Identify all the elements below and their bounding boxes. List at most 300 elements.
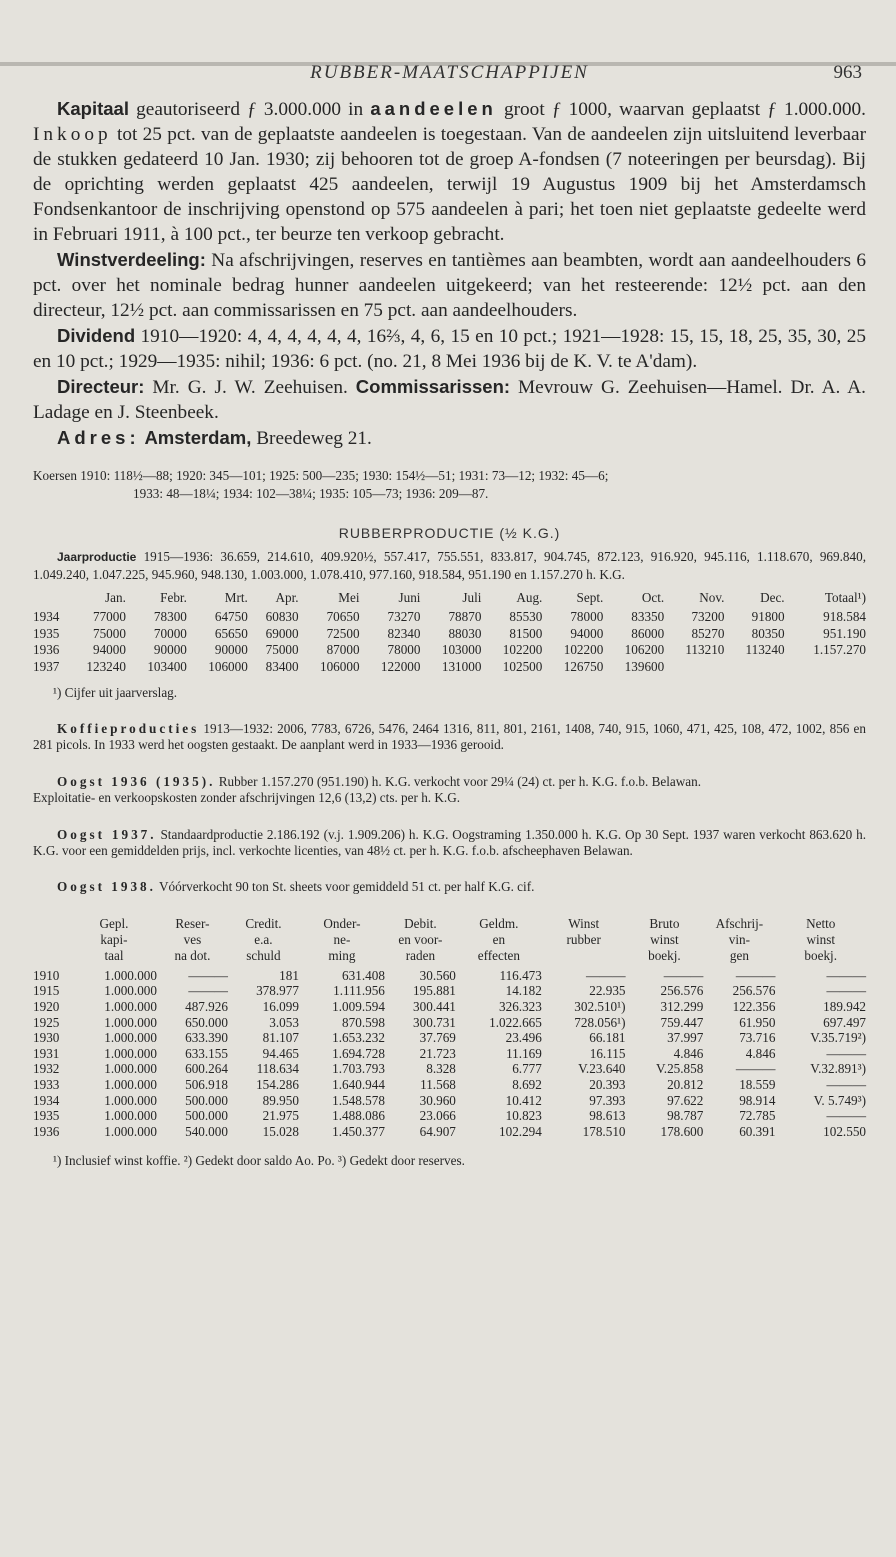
table-cell: 1.450.377 — [332, 1123, 385, 1139]
koersen-line-2: 1933: 48—18¼; 1934: 102—38¼; 1935: 105—73; 1936: 209—87. — [133, 486, 489, 501]
dividend-label: Dividend — [57, 325, 136, 346]
adres-label: Adres: — [57, 427, 140, 448]
column-header-line: taal — [104, 947, 124, 963]
jaarproductie-paragraph — [33, 548, 866, 584]
column-header — [33, 916, 71, 968]
table-cell: 90000 — [214, 642, 248, 658]
table-cell: 85270 — [691, 625, 725, 641]
oogst-1937-label: Oogst 1937. — [57, 826, 157, 842]
table-cell: 16.099 — [262, 999, 299, 1015]
table-cell: 69000 — [265, 625, 299, 641]
table-cell: 540.000 — [185, 1123, 228, 1139]
table-cell: 65650 — [214, 625, 248, 641]
table-cell: 6.777 — [512, 1061, 542, 1077]
table-cell: 1.703.793 — [332, 1061, 385, 1077]
table-row — [33, 609, 866, 625]
table-cell: 78000 — [387, 642, 421, 658]
table-body — [33, 609, 866, 675]
table-cell: 20.393 — [589, 1077, 626, 1093]
table-cell: 88030 — [448, 625, 482, 641]
page-number: 963 — [833, 62, 862, 83]
koersen-line-1: Koersen 1910: 118½—88; 1920: 345—101; 1925: 500—235; 1930: 154½—51; 1931: 73—12; 1932: 45—6; — [33, 468, 609, 483]
table-cell: 73.716 — [739, 1030, 776, 1046]
table-cell: ——— — [826, 1108, 866, 1124]
table-cell: 37.769 — [419, 1030, 456, 1046]
column-header — [299, 916, 385, 968]
running-header — [33, 62, 866, 96]
column-header — [157, 916, 228, 968]
table-row — [33, 1030, 866, 1046]
table-cell: 23.066 — [419, 1108, 456, 1124]
table-cell: V.25.858 — [655, 1061, 704, 1077]
column-header-line: ming — [328, 947, 356, 963]
productie-footnote: ¹) Cijfer uit jaarverslag. — [53, 685, 178, 701]
column-header-line: winst — [806, 931, 836, 947]
table-cell: 102.550 — [823, 1123, 866, 1139]
table-cell: 1920 — [33, 999, 60, 1015]
table-cell: 1.157.270 — [813, 642, 866, 658]
table-cell: 70000 — [153, 625, 187, 641]
column-header-line: e.a. — [254, 931, 273, 947]
table-cell: 14.182 — [505, 983, 542, 999]
table-cell: 103000 — [441, 642, 482, 658]
table-row — [33, 626, 866, 642]
table-cell: 1936 — [33, 1123, 60, 1139]
table-cell: 77000 — [92, 609, 126, 625]
table-cell: 1.009.594 — [332, 999, 385, 1015]
table-cell: 181 — [279, 967, 299, 983]
column-header — [626, 916, 704, 968]
table-cell: 178.600 — [660, 1123, 704, 1139]
column-header-line: Gepl. — [99, 915, 129, 931]
rubberproductie-table — [33, 590, 866, 675]
oogst-1936-line-2: Exploitatie- en verkoopskosten zonder afschrijvingen 12,6 (13,2) cts. per h. K.G. — [33, 790, 461, 806]
aandeelen-spaced: aandeelen — [370, 98, 497, 119]
table-cell: ——— — [188, 983, 228, 999]
kapitaal-text-3: tot 25 pct. van de geplaatste aandeelen is toegestaan. Van de aandeelen zijn uitsluitend leverbaar de stukken gedateerd 10 Jan. 1930; zij behooren tot de groep A-fondsen (7 noteeringen per beursdag). Bij de oprichting werden geplaatst 425 aandeelen, terwijl 19 Augustus 1909 bij het Amsterdamsch Fondsenkantoor de inschrijving openstond op 575 aandeelen à pari; het toen niet geplaatste gedeelte werd in Februari 1911, à 100 pct., ter beurze ten verkoop gebracht. — [33, 124, 866, 245]
table-cell: ——— — [826, 967, 866, 983]
table-cell: 189.942 — [823, 999, 866, 1015]
table-cell: 90000 — [153, 642, 187, 658]
table-cell: 256.576 — [732, 983, 776, 999]
table-cell: ——— — [826, 1045, 866, 1061]
table-cell — [724, 659, 784, 675]
table-cell: 1935 — [33, 1108, 60, 1124]
column-header: Nov. — [699, 590, 725, 605]
table-cell: 500.000 — [185, 1108, 228, 1124]
table-cell: 60830 — [265, 609, 299, 625]
column-header — [385, 916, 456, 968]
table-cell: 94000 — [570, 625, 604, 641]
table-cell: 87000 — [326, 642, 360, 658]
table-cell: 83350 — [631, 609, 665, 625]
winstverdeeling-text: Na afschrijvingen, reserves en tantièmes aan beambten, wordt aan aandeelhouders 6 pct. over het nominale bedrag hunner aandeelen uitgekeerd; van het resteerende: 12½ pct. aan den directeur, 12½ pct. aan commissarissen en 75 pct. aan aandeelhouders. — [33, 250, 866, 321]
table-cell: 60.391 — [739, 1123, 776, 1139]
table-cell: 97.622 — [667, 1092, 704, 1108]
column-header: Oct. — [641, 590, 665, 605]
column-header: Febr. — [160, 590, 187, 605]
column-header-line: Reser- — [175, 915, 210, 931]
column-header — [542, 916, 626, 968]
column-header-line: winst — [650, 931, 679, 947]
column-header-line: ves — [183, 931, 202, 947]
financial-footnotes: ¹) Inclusief winst koffie. ²) Gedekt door saldo Ao. Po. ³) Gedekt door reserves. — [53, 1153, 465, 1169]
koffie-text: 1913—1932: 2006, 7783, 6726, 5476, 2464 1316, 811, 801, 2161, 1408, 740, 915, 1060, 471, 425, 108, 472, 1002, 856 en 281 picols. In 1933 werd het oogsten gestaakt. De aanplant werd in 1933—1936 gerooid. — [33, 721, 866, 753]
table-cell: 113210 — [685, 642, 725, 658]
table-cell: 697.497 — [823, 1014, 866, 1030]
column-header-line: Netto — [806, 915, 836, 931]
table-cell — [664, 659, 724, 675]
table-cell: 83400 — [265, 658, 299, 674]
table-cell: 126750 — [563, 658, 604, 674]
table-cell: 22.935 — [589, 983, 626, 999]
table-cell: V.35.719²) — [810, 1030, 866, 1046]
oogst-1937-text: Standaardproductie 2.186.192 (v.j. 1.909.206) h. K.G. Oogstraming 1.350.000 h. K.G. Op 30 Sept. 1937 waren verkocht 863.620 h. K.G. voor een gemiddelden prijs, incl. verkochte licenties, van 48½ ct. per h. K.G. f.o.b. afscheephaven Belawan. — [33, 826, 867, 859]
column-header-line: schuld — [246, 947, 281, 963]
table-cell: 1935 — [33, 625, 60, 641]
table-cell: 118.634 — [256, 1061, 299, 1077]
table-cell: 16.115 — [589, 1045, 626, 1061]
inkoop-spaced: Inkoop — [33, 124, 112, 145]
table-cell: 78870 — [448, 609, 482, 625]
table-cell: 106000 — [208, 658, 248, 674]
table-cell: 1.111.956 — [333, 983, 385, 999]
kapitaal-text-1: geautoriseerd ƒ 3.000.000 in — [128, 99, 371, 120]
table-cell: 1933 — [33, 1077, 60, 1093]
table-row — [33, 983, 866, 999]
table-row — [33, 1124, 866, 1140]
oogst-1938-text: Vóórverkocht 90 ton St. sheets voor gemiddeld 51 ct. per half K.G. cif. — [155, 879, 535, 895]
table-row — [33, 1077, 866, 1093]
table-cell: 97.393 — [589, 1092, 626, 1108]
table-cell: 633.155 — [185, 1045, 228, 1061]
table-cell: 1930 — [33, 1030, 60, 1046]
table-cell: 102500 — [502, 658, 543, 674]
table-cell: 89.950 — [262, 1092, 299, 1108]
table-cell: 951.190 — [823, 625, 866, 641]
table-cell: 86000 — [631, 625, 665, 641]
table-cell: 81.107 — [262, 1030, 299, 1046]
jaarproductie-label: Jaarproductie — [57, 550, 137, 564]
table-cell: 102200 — [502, 642, 543, 658]
table-cell: 61.950 — [739, 1014, 776, 1030]
table-cell: 256.576 — [660, 983, 704, 999]
table-cell: 1.000.000 — [104, 999, 157, 1015]
dividend-text: 1910—1920: 4, 4, 4, 4, 4, 4, 16⅔, 4, 6, 15 en 10 pct.; 1921—1928: 15, 15, 18, 25, 35, 30, 25 en 10 pct.; 1929—1935: nihil; 1936: 6 pct. (no. 21, 8 Mei 1936 bij de K. V. te A'dam). — [33, 326, 866, 372]
dividend-paragraph — [33, 323, 866, 374]
column-header: Jan. — [105, 590, 126, 605]
table-cell: 154.286 — [256, 1077, 299, 1093]
table-cell: 1.653.232 — [332, 1030, 385, 1046]
column-header-line: rubber — [566, 931, 601, 947]
table-cell: 918.584 — [823, 609, 866, 625]
table-cell: 10.823 — [505, 1108, 542, 1124]
table-cell: 302.510¹) — [574, 999, 626, 1015]
column-header-line: en — [492, 931, 506, 947]
running-title: RUBBER-MAATSCHAPPIJEN — [310, 62, 589, 83]
page — [0, 62, 896, 1557]
table-cell: 78000 — [570, 609, 604, 625]
column-header-line: kapi- — [100, 931, 128, 947]
oogst-1936-text: Rubber 1.157.270 (951.190) h. K.G. verkocht voor 29¼ (24) ct. per h. K.G. f.o.b. Belawan. — [215, 773, 702, 789]
table-cell: 1.000.000 — [104, 1061, 157, 1077]
table-cell: ——— — [735, 967, 776, 983]
table-cell: 178.510 — [582, 1123, 626, 1139]
adres-city: Amsterdam, — [144, 427, 252, 448]
table-cell: 728.056¹) — [574, 1014, 626, 1030]
table-cell: 312.299 — [660, 999, 704, 1015]
column-header: Mrt. — [224, 590, 248, 605]
directeur-paragraph — [33, 374, 866, 425]
table-body — [33, 968, 866, 1140]
table-cell: 72.785 — [739, 1108, 776, 1124]
table-row — [33, 1015, 866, 1031]
table-cell: 10.412 — [505, 1092, 542, 1108]
oogst-1936-label: Oogst 1936 (1935). — [57, 773, 216, 789]
table-cell: 64750 — [214, 609, 248, 625]
table-cell: 631.408 — [342, 967, 385, 983]
table-cell: 633.390 — [185, 1030, 228, 1046]
table-row — [33, 999, 866, 1015]
table-cell: 1.000.000 — [104, 967, 157, 983]
column-header: Juli — [462, 590, 482, 605]
table-cell: 1.694.728 — [332, 1045, 385, 1061]
table-cell: 106000 — [319, 658, 360, 674]
table-cell: ——— — [585, 967, 626, 983]
table-cell: ——— — [735, 1061, 776, 1077]
table-row — [33, 642, 866, 658]
table-cell: 1934 — [33, 609, 60, 625]
table-cell: 30.960 — [419, 1092, 456, 1108]
table-cell: 1.022.665 — [489, 1014, 542, 1030]
column-header-line: boekj. — [804, 947, 838, 963]
column-header-line: ne- — [333, 931, 351, 947]
table-cell: 94000 — [92, 642, 126, 658]
table-cell: 1.000.000 — [104, 1077, 157, 1093]
table-cell: 122000 — [380, 658, 421, 674]
oogst-1936-paragraph — [33, 774, 866, 807]
table-cell: 64.907 — [419, 1123, 456, 1139]
table-row — [33, 1093, 866, 1109]
table-cell: 506.918 — [185, 1077, 228, 1093]
table-cell: 4.846 — [745, 1045, 776, 1061]
winstverdeeling-paragraph — [33, 247, 866, 323]
table-cell: 85530 — [509, 609, 543, 625]
table-cell: 326.323 — [499, 999, 542, 1015]
directeur-text: Mr. G. J. W. Zeehuisen. — [144, 377, 356, 398]
column-header: Dec. — [760, 590, 785, 605]
table-cell: 98.613 — [589, 1108, 626, 1124]
table-cell: 1931 — [33, 1045, 60, 1061]
column-header: Aug. — [516, 590, 543, 605]
table-cell: V.32.891³) — [810, 1061, 866, 1077]
column-header-line: na dot. — [174, 947, 211, 963]
oogst-1937-paragraph — [33, 827, 866, 860]
commissarissen-text: Mevrouw G. Zeehuisen—Hamel. Dr. A. A. Ladage en J. Steenbeek. — [33, 377, 866, 423]
column-header: Sept. — [576, 590, 604, 605]
table-cell: 1934 — [33, 1092, 60, 1108]
table-cell: 70650 — [326, 609, 360, 625]
table-cell: 195.881 — [413, 983, 456, 999]
table-cell: 650.000 — [185, 1014, 228, 1030]
column-header-line: en voor- — [398, 931, 443, 947]
table-cell: 18.559 — [739, 1077, 776, 1093]
column-header-line: Afschrij- — [715, 915, 764, 931]
column-header: Mei — [338, 590, 360, 605]
column-header-line: Onder- — [323, 915, 361, 931]
adres-street: Breedeweg 21. — [251, 428, 372, 449]
table-cell: ——— — [826, 983, 866, 999]
table-cell: 20.812 — [667, 1077, 704, 1093]
table-cell: 98.787 — [667, 1108, 704, 1124]
table-cell: 1915 — [33, 983, 60, 999]
column-header: Juni — [398, 590, 421, 605]
table-cell: 66.181 — [589, 1030, 626, 1046]
table-cell: ——— — [663, 967, 704, 983]
column-header-line: boekj. — [648, 947, 681, 963]
table-cell: ——— — [188, 967, 228, 983]
table-row — [33, 1108, 866, 1124]
table-cell: 103400 — [147, 658, 187, 674]
table-cell: 113240 — [745, 642, 785, 658]
table-cell: 1937 — [33, 658, 60, 674]
table-row — [33, 968, 866, 984]
table-cell: 378.977 — [256, 983, 299, 999]
table-cell: 1.000.000 — [104, 1030, 157, 1046]
table-cell: 8.328 — [426, 1061, 456, 1077]
table-cell: 73270 — [387, 609, 421, 625]
table-cell: 500.000 — [185, 1092, 228, 1108]
table-cell: 1.000.000 — [104, 1014, 157, 1030]
jaarproductie-text: 1915—1936: 36.659, 214.610, 409.920½, 557.417, 755.551, 833.817, 904.745, 872.123, 916.920, 945.116, 1.118.670, 969.840, 1.049.240, 1.047.225, 945.960, 948.130, 1.003.000, 1.078.410, 977.160, 918.584, 951.190 en 1.157.270 h. K.G. — [33, 549, 866, 582]
column-header — [228, 916, 299, 968]
table-cell: 11.568 — [420, 1077, 456, 1093]
table-cell: ——— — [826, 1077, 866, 1093]
column-header-line: Bruto — [649, 915, 680, 931]
table-cell: 870.598 — [342, 1014, 385, 1030]
table-cell: 139600 — [624, 658, 665, 674]
table-cell: 82340 — [387, 625, 421, 641]
table-cell: 600.264 — [185, 1061, 228, 1077]
table-cell: 72500 — [326, 625, 360, 641]
table-cell: 1.488.086 — [332, 1108, 385, 1124]
oogst-1938-label: Oogst 1938. — [57, 879, 156, 895]
table-cell: 1932 — [33, 1061, 60, 1077]
table-cell: 98.914 — [739, 1092, 776, 1108]
table-cell: 102.294 — [499, 1123, 542, 1139]
column-header — [33, 590, 65, 609]
table-cell: 1.640.944 — [332, 1077, 385, 1093]
table-row — [33, 659, 866, 675]
table-cell: 81500 — [509, 625, 543, 641]
table-cell: 75000 — [92, 625, 126, 641]
table-cell: 759.447 — [660, 1014, 704, 1030]
winstverdeeling-label: Winstverdeeling: — [57, 249, 206, 270]
table-cell: 80350 — [751, 625, 785, 641]
table-cell: 8.692 — [512, 1077, 542, 1093]
table-cell: 1.000.000 — [104, 1045, 157, 1061]
table-cell: 116.473 — [499, 967, 542, 983]
table-cell: 1.000.000 — [104, 1123, 157, 1139]
column-header-line: Winst — [568, 915, 600, 931]
commissarissen-label: Commissarissen: — [355, 376, 511, 397]
column-header-line: gen — [729, 947, 749, 963]
column-header — [71, 916, 157, 968]
table-cell: 1925 — [33, 1014, 60, 1030]
table-cell: 1.000.000 — [104, 983, 157, 999]
column-header: Totaal¹) — [824, 590, 866, 605]
koffie-label: Koffieproducties — [57, 721, 200, 737]
table-cell: 487.926 — [185, 999, 228, 1015]
table-cell: 3.053 — [269, 1014, 299, 1030]
table-cell: 37.997 — [667, 1030, 704, 1046]
financial-table — [33, 916, 866, 1140]
column-header-line: Credit. — [245, 915, 282, 931]
table-cell: 15.028 — [262, 1123, 299, 1139]
table-row — [33, 1061, 866, 1077]
table-cell: 300.441 — [413, 999, 456, 1015]
table-cell: 1.000.000 — [104, 1092, 157, 1108]
table-cell: 131000 — [441, 658, 482, 674]
kapitaal-label: Kapitaal — [57, 98, 129, 119]
koffie-paragraph — [33, 721, 866, 754]
table-cell: 78300 — [153, 609, 187, 625]
table-cell: 94.465 — [262, 1045, 299, 1061]
kapitaal-text-2: groot ƒ 1000, waarvan geplaatst ƒ 1.000.000. — [496, 99, 866, 120]
table-cell: 11.169 — [506, 1045, 542, 1061]
oogst-1938-paragraph — [33, 879, 866, 895]
table-cell: 300.731 — [413, 1014, 456, 1030]
column-header-line: raden — [405, 947, 436, 963]
kapitaal-paragraph — [33, 96, 866, 247]
table-cell: 4.846 — [673, 1045, 704, 1061]
column-header-line: effecten — [477, 947, 520, 963]
column-header-line: Geldm. — [479, 915, 519, 931]
table-cell: 91800 — [751, 609, 785, 625]
table-cell: 21.723 — [419, 1045, 456, 1061]
table-header-row — [33, 916, 866, 968]
rubberproductie-title: RUBBERPRODUCTIE (½ K.G.) — [338, 525, 561, 541]
table-cell: 73200 — [691, 609, 725, 625]
table-cell: V.23.640 — [578, 1061, 626, 1077]
table-cell: 1.548.578 — [332, 1092, 385, 1108]
table-cell: 23.496 — [505, 1030, 542, 1046]
table-cell: 75000 — [265, 642, 299, 658]
table-row — [33, 1046, 866, 1062]
column-header-line: Debit. — [404, 915, 437, 931]
koersen-block — [33, 467, 866, 503]
table-cell: 123240 — [86, 658, 126, 674]
table-cell: 1936 — [33, 642, 60, 658]
adres-paragraph — [33, 425, 866, 451]
column-header-line: vin- — [728, 931, 751, 947]
column-header — [703, 916, 775, 968]
directeur-label: Directeur: — [57, 376, 145, 397]
table-cell: 122.356 — [732, 999, 776, 1015]
table-header-row — [33, 590, 866, 609]
table-cell: 30.560 — [419, 967, 456, 983]
table-cell: V. 5.749³) — [813, 1092, 866, 1108]
table-cell: 1910 — [33, 967, 60, 983]
table-cell: 106200 — [624, 642, 665, 658]
column-header: Apr. — [275, 590, 299, 605]
table-cell: 1.000.000 — [104, 1108, 157, 1124]
column-header — [456, 916, 542, 968]
table-cell: 102200 — [563, 642, 604, 658]
table-cell: 21.975 — [262, 1108, 299, 1124]
table-cell — [785, 659, 866, 675]
column-header — [775, 916, 866, 968]
